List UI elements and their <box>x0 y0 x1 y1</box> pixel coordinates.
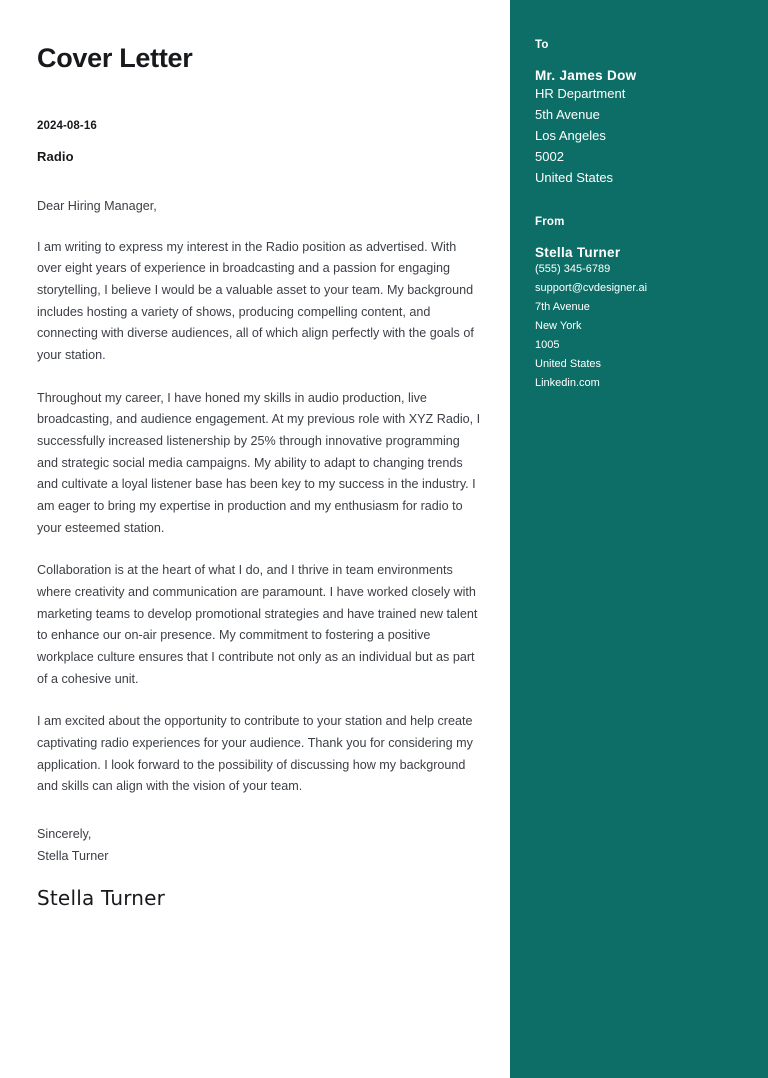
sender-address-line: 1005 <box>535 338 560 351</box>
sender-label: From <box>535 216 565 229</box>
recipient-label: To <box>535 39 549 51</box>
letter-paragraph: I am writing to express my interest in the Radio position as advertised. With over eight years of experience in broadcasting and a passion for engaging storytelling, I believe I would be a valuable asset to your team. My background includes hosting a variety of shows, producing compelling content, and connecting with diverse audiences, all of which align perfectly with the goals of your station. <box>37 239 474 363</box>
sender-block <box>535 216 748 392</box>
closing-name: Stella Turner <box>37 848 109 863</box>
sender-email[interactable]: support@cvdesigner.ai <box>535 282 648 295</box>
letter-position: Radio <box>37 148 74 164</box>
letter-paragraph: I am excited about the opportunity to contribute to your station and help create captivating radio experiences for your audience. Thank you for considering my application. I look forward to the possibility of discussing how my background and skills can align with the vision of your team. <box>37 714 473 794</box>
letter-closing <box>37 824 482 867</box>
sender-linkedin[interactable]: Linkedin.com <box>535 376 600 389</box>
letter-paragraph: Collaboration is at the heart of what I do, and I thrive in team environments where creativity and communication are paramount. I have worked closely with marketing teams to develop promotional strategies and have trained new talent to enhance our on-air presence. My commitment to fostering a positive workplace culture ensures that I contribute not only as an individual but as part of a cohesive unit. <box>37 563 478 686</box>
recipient-address-line: HR Department <box>535 86 626 101</box>
recipient-address-line: Los Angeles <box>535 128 606 144</box>
letter-date: 2024-08-16 <box>37 119 97 132</box>
recipient-address-line: United States <box>535 170 614 186</box>
sender-address-line: 7th Avenue <box>535 301 590 314</box>
letter-paragraph: Throughout my career, I have honed my skills in audio production, live broadcasting, and audience engagement. At my previous role with XYZ Radio, I successfully increased listenership by 25% through innovative programming and strategic social media campaigns. My ability to adapt to changing trends and cultivate a loyal listener base has been key to my success in the industry. I am eager to bring my expertise in production and my enthusiasm for radio to your esteemed station. <box>37 390 481 535</box>
recipient-address-line: 5002 <box>535 149 564 165</box>
signature: Stella Turner <box>37 886 166 911</box>
sender-phone: (555) 345-6789 <box>535 263 611 276</box>
contact-sidebar <box>510 0 768 1078</box>
page-title: Cover Letter <box>37 43 193 73</box>
letter-salutation: Dear Hiring Manager, <box>37 198 157 213</box>
closing-salutation: Sincerely, <box>37 826 92 841</box>
sender-name: Stella Turner <box>535 245 621 261</box>
recipient-name: Mr. James Dow <box>535 68 637 83</box>
sender-address-line: United States <box>535 357 602 370</box>
sender-address-line: New York <box>535 319 582 332</box>
recipient-block <box>535 39 748 188</box>
recipient-address-line: 5th Avenue <box>535 107 600 123</box>
